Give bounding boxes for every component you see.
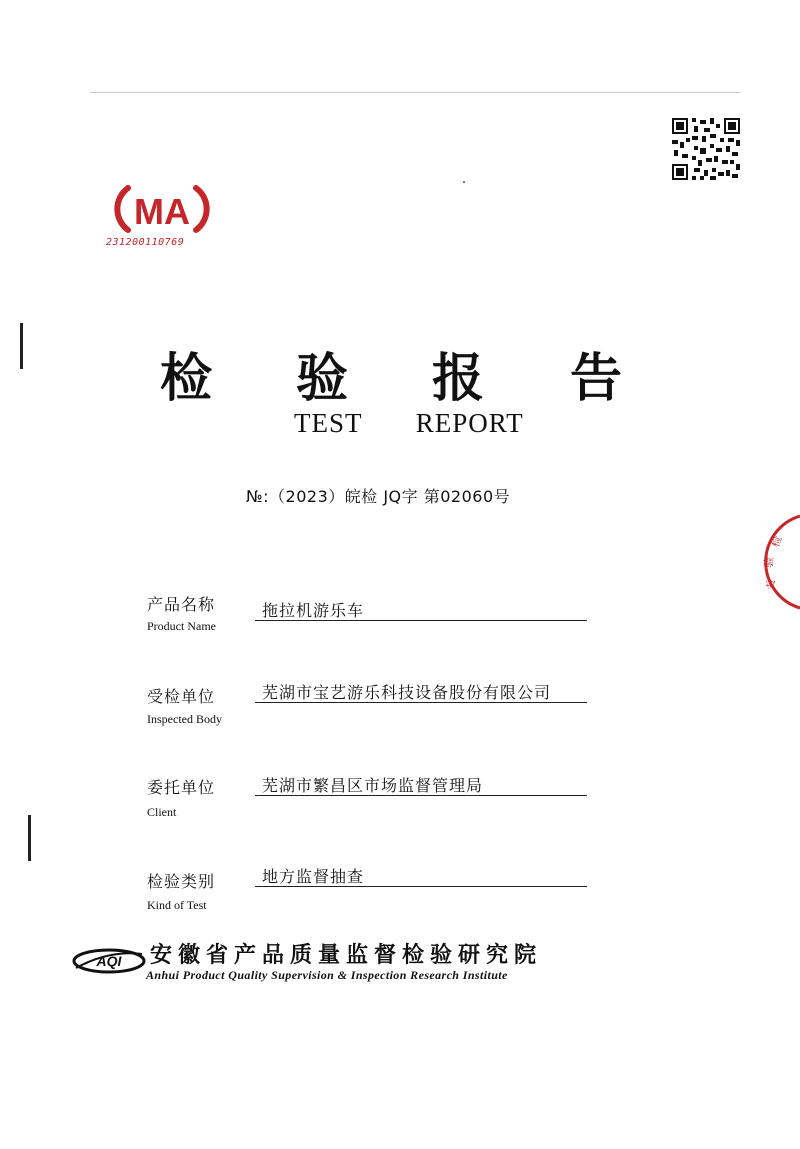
official-seal-icon xyxy=(748,512,800,612)
svg-text:AQI: AQI xyxy=(96,953,122,969)
institute-name-cn: 安徽省产品质量监督检验研究院 xyxy=(150,943,543,968)
field-label-en: Inspected Body xyxy=(147,712,222,726)
field-label-cn: 检验类别 xyxy=(147,872,216,891)
field-value: 芜湖市宝艺游乐科技设备股份有限公司 xyxy=(262,683,552,702)
title-char-4: 告 xyxy=(570,348,623,409)
field-underline xyxy=(255,795,587,796)
field-underline xyxy=(255,886,587,887)
field-label-en: Client xyxy=(147,805,177,819)
top-divider xyxy=(90,92,740,93)
svg-text:专: 专 xyxy=(763,576,779,591)
svg-text:验: 验 xyxy=(762,556,776,569)
field-underline xyxy=(255,620,587,621)
report-number: №:（2023）皖检 JQ字 第02060号 xyxy=(246,487,511,506)
speck xyxy=(463,181,465,183)
field-label-cn: 产品名称 xyxy=(147,595,216,614)
aqi-logo xyxy=(72,944,146,978)
field-value: 地方监督抽查 xyxy=(262,867,365,886)
svg-text:检: 检 xyxy=(768,534,785,550)
cma-code: 231200110769 xyxy=(106,237,185,248)
field-label-en: Product Name xyxy=(147,619,216,633)
institute-name-en: Anhui Product Quality Supervision & Inspection Research Institute xyxy=(146,968,508,982)
field-value: 芜湖市繁昌区市场监督管理局 xyxy=(262,776,484,795)
field-label-cn: 委托单位 xyxy=(147,778,216,797)
qr-code-icon xyxy=(670,116,742,182)
title-char-1: 检 xyxy=(160,348,213,409)
title-char-2: 验 xyxy=(296,348,349,409)
field-underline xyxy=(255,702,587,703)
field-label-cn: 受检单位 xyxy=(147,687,216,706)
field-value: 拖拉机游乐车 xyxy=(262,601,365,620)
title-char-3: 报 xyxy=(432,348,485,409)
binding-mark xyxy=(20,323,23,369)
title-english: TEST REPORT xyxy=(294,408,524,438)
binding-mark xyxy=(28,815,31,861)
field-label-en: Kind of Test xyxy=(147,898,207,912)
svg-text:MA: MA xyxy=(134,191,190,232)
